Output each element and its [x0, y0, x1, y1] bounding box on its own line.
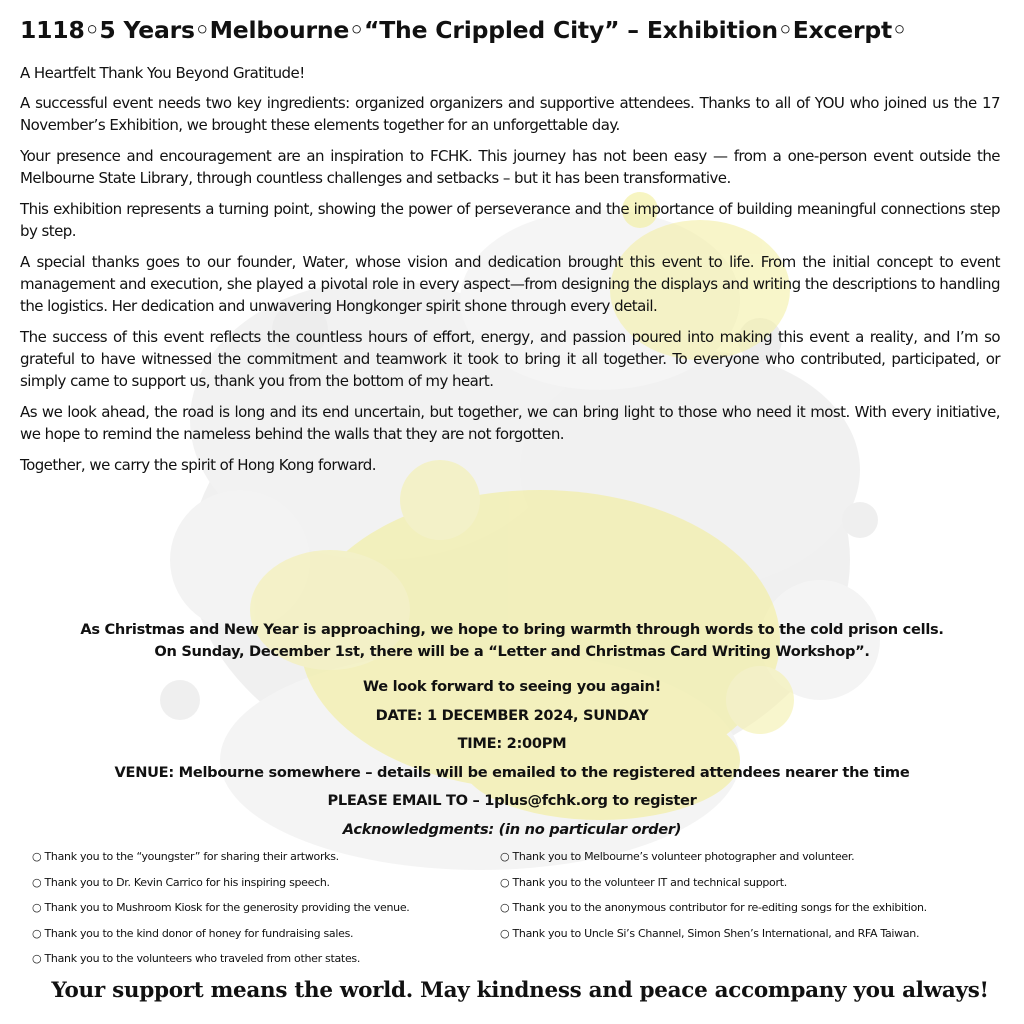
list-item: ○ Thank you to the kind donor of honey for fundraising sales. [32, 926, 354, 940]
paragraph: A successful event needs two key ingredients: organized organizers and supportive attendees. Thanks to all of YOU who joined us the 17 November’s Exhibition, we brought these elements together for an unforgettable day. [20, 94, 1000, 134]
look-forward-line: We look forward to seeing you again! [363, 678, 661, 695]
workshop-announcement [0, 619, 1024, 663]
list-item: ○ Thank you to Mushroom Kiosk for the generosity providing the venue. [32, 901, 410, 914]
paragraph: Together, we carry the spirit of Hong Kong forward. [20, 456, 376, 474]
paragraph: This exhibition represents a turning point, showing the power of perseverance and the importance of building meaningful connections step by step. [20, 200, 1000, 240]
event-time: TIME: 2:00PM [457, 735, 567, 752]
list-item: ○ Thank you to the volunteer IT and technical support. [500, 875, 787, 889]
acknowledgments-column-left [32, 847, 497, 975]
letter-body [20, 62, 1000, 485]
list-item: ○ Thank you to the “youngster” for sharing their artworks. [32, 850, 339, 863]
greeting-line: A Heartfelt Thank You Beyond Gratitude! [20, 64, 305, 82]
paragraph: A special thanks goes to our founder, Water, whose vision and dedication brought this event to life. From the initial concept to event management and execution, she played a pivotal role in every aspect—from designing the displays and writing the descriptions to handling the logistics. Her dedication and unwavering Hongkonger spirit shone through every detail. [20, 253, 1000, 315]
announcement-line: On Sunday, December 1st, there will be a “Letter and Christmas Card Writing Workshop”. [154, 643, 870, 660]
acknowledgments-column-right [500, 847, 1015, 949]
announcement-line: As Christmas and New Year is approaching, we hope to bring warmth through words to the cold prison cells. [80, 621, 944, 638]
event-details [0, 673, 1024, 844]
event-date: DATE: 1 DECEMBER 2024, SUNDAY [375, 706, 649, 724]
list-item: ○ Thank you to Dr. Kevin Carrico for his inspiring speech. [32, 875, 330, 889]
event-venue: VENUE: Melbourne somewhere – details will be emailed to the registered attendees nearer the time [114, 763, 910, 781]
registration-email: PLEASE EMAIL TO – 1plus@fchk.org to register [327, 792, 697, 809]
list-item: ○ Thank you to Uncle Si’s Channel, Simon Shen’s International, and RFA Taiwan. [500, 926, 920, 940]
list-item: ○ Thank you to the anonymous contributor for re-editing songs for the exhibition. [500, 901, 927, 914]
paragraph: As we look ahead, the road is long and its end uncertain, but together, we can bring light to those who need it most. With every initiative, we hope to remind the nameless behind the walls that they are not forgotten. [20, 403, 1000, 443]
list-item: ○ Thank you to the volunteers who traveled from other states. [32, 952, 361, 965]
acknowledgments-heading: Acknowledgments: (in no particular order) [342, 820, 682, 838]
closing-footer: Your support means the world. May kindness and peace accompany you always! [51, 978, 989, 1003]
paragraph: The success of this event reflects the countless hours of effort, energy, and passion poured into making this event a reality, and I’m so grateful to have witnessed the commitment and teamwork it took to bring it all together. To everyone who contributed, participated, or simply came to support us, thank you from the bottom of my heart. [20, 328, 1000, 390]
page-title: 1118◦5 Years◦Melbourne◦“The Crippled City” – Exhibition◦Excerpt◦ [20, 16, 907, 44]
list-item: ○ Thank you to Melbourne’s volunteer photographer and volunteer. [500, 850, 855, 863]
paragraph: Your presence and encouragement are an inspiration to FCHK. This journey has not been easy — from a one-person event outside the Melbourne State Library, through countless challenges and setbacks – but it has been transformative. [20, 147, 1000, 187]
